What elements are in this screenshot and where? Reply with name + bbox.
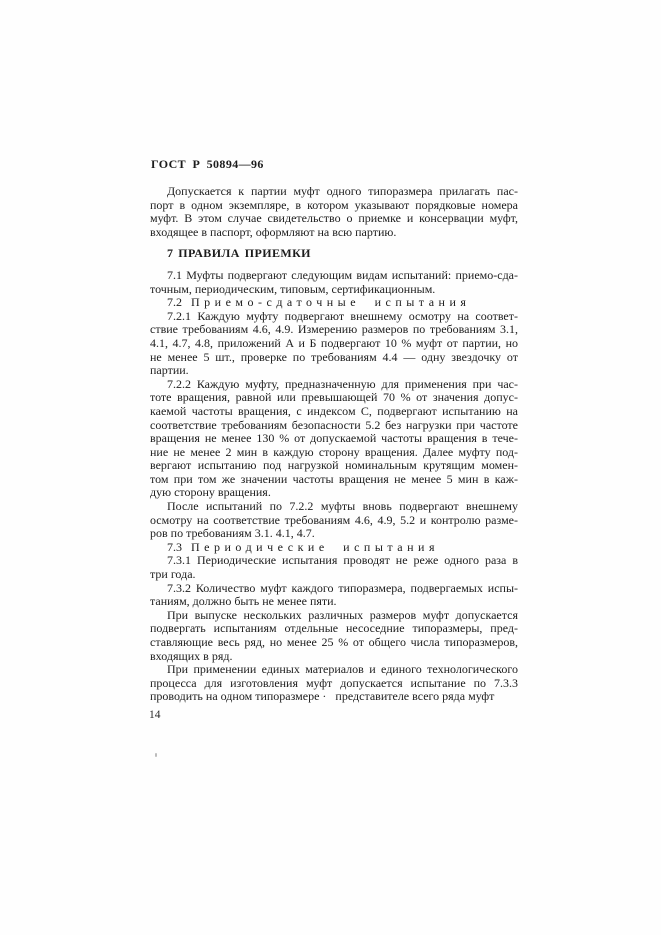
text-line: каемой частоты вращения, с индексом С, подвергают испытанию на	[150, 403, 518, 418]
scan-artifact	[155, 753, 157, 757]
sub-heading	[150, 541, 518, 555]
text-line: точным, периодическим, типовым, сертификационным.	[150, 281, 436, 296]
text-line: 7.1 Муфты подвергают следующим видам испытаний: приемо-сда-	[167, 267, 518, 282]
text-line: таниям, должно быть не менее пяти.	[150, 594, 337, 609]
section-heading: 7 ПРАВИЛА ПРИЕМКИ	[167, 246, 311, 261]
text-line: дую сторону вращения.	[150, 485, 271, 500]
paragraph	[150, 609, 518, 663]
sub-heading-title: Приемо-сдаточные испытания	[191, 295, 471, 310]
paragraph	[150, 185, 518, 239]
text-line: вергают испытанию под нагрузкой номинальным крутящим момен-	[150, 458, 518, 473]
text-line: 7.3.2 Количество муфт каждого типоразмера, подвергаемых испы-	[167, 580, 518, 595]
paragraph	[150, 310, 518, 378]
text-line: входящих в ряд.	[150, 648, 233, 663]
document-body	[150, 185, 518, 704]
text-line: Допускается к партии муфт одного типоразмера прилагать пас-	[167, 184, 518, 198]
text-line: соответствие требованиям безопасности 5.2 без нагрузки при частоте	[150, 417, 518, 432]
paragraph	[150, 663, 518, 704]
text-line: ров по требованиям 3.1. 4.1, 4.7.	[150, 526, 315, 541]
paragraph	[150, 500, 518, 541]
paragraph	[150, 554, 518, 581]
sub-heading	[150, 296, 518, 310]
sub-heading-number: 7.3	[167, 539, 182, 554]
text-line: три года.	[150, 567, 196, 582]
paragraph	[150, 582, 518, 609]
text-line: При выпуске нескольких различных размеров муфт допускается	[167, 607, 518, 622]
text-line: процесса для изготовления муфт допускается испытание по 7.3.3	[150, 675, 518, 690]
page-number: 14	[149, 709, 161, 721]
text-line: входящее в паспорт, оформляют на всю партию.	[150, 224, 397, 239]
text-line: 7.2.1 Каждую муфту подвергают внешнему осмотру на соответ-	[167, 308, 518, 323]
text-line: 7.3.1 Периодические испытания проводят не реже одного раза в	[167, 553, 518, 568]
text-line: порт в одном экземпляре, в котором указывают порядковые номера	[150, 197, 518, 212]
paragraph	[150, 269, 518, 296]
document-header: ГОСТ Р 50894—96	[151, 157, 264, 171]
paragraph	[150, 378, 518, 500]
text-line: ние не менее 2 мин в каждую сторону вращения. Далее муфту под-	[150, 444, 518, 459]
sub-heading-title: Периодические испытания	[191, 539, 439, 554]
text-line: подвергать испытаниям отдельные несоседние типоразмеры, пред-	[150, 621, 518, 636]
text-line: 4.1, 4.7, 4.8, приложений А и Б подвергают 10 % муфт от партии, но	[150, 335, 518, 350]
text-line: том при том же значении частоты вращения не менее 5 мин в каж-	[150, 471, 518, 486]
text-line: осмотру на соответствие требованиям 4.6, 4.9, 5.2 и контролю разме-	[150, 512, 518, 527]
text-line: ставляющие весь ряд, но менее 25 % от общего числа типоразмеров,	[150, 635, 518, 649]
text-line: муфт. В этом случае свидетельство о приемке и консервации муфт,	[150, 211, 518, 226]
text-line: не менее 5 шт., проверке по требованиям 4.4 — одну звездочку от	[150, 349, 518, 364]
text-line: При применении единых материалов и единого технологического	[167, 662, 518, 677]
text-line: проводить на одном типоразмере · представителе всего ряда муфт	[150, 689, 495, 704]
text-line: тоте вращения, равной или превышающей 70 % от значения допус-	[150, 390, 518, 405]
sub-heading-number: 7.2	[167, 295, 182, 310]
text-line: вращения не менее 130 % от допускаемой частоты вращения в тече-	[150, 431, 518, 446]
text-line: 7.2.2 Каждую муфту, предназначенную для применения при час-	[167, 376, 518, 391]
text-line: После испытаний по 7.2.2 муфты вновь подвергают внешнему	[167, 499, 518, 514]
text-line: партии.	[150, 363, 189, 378]
text-line: ствие требованиям 4.6, 4.9. Измерению размеров по требованиям 3.1,	[150, 322, 518, 337]
